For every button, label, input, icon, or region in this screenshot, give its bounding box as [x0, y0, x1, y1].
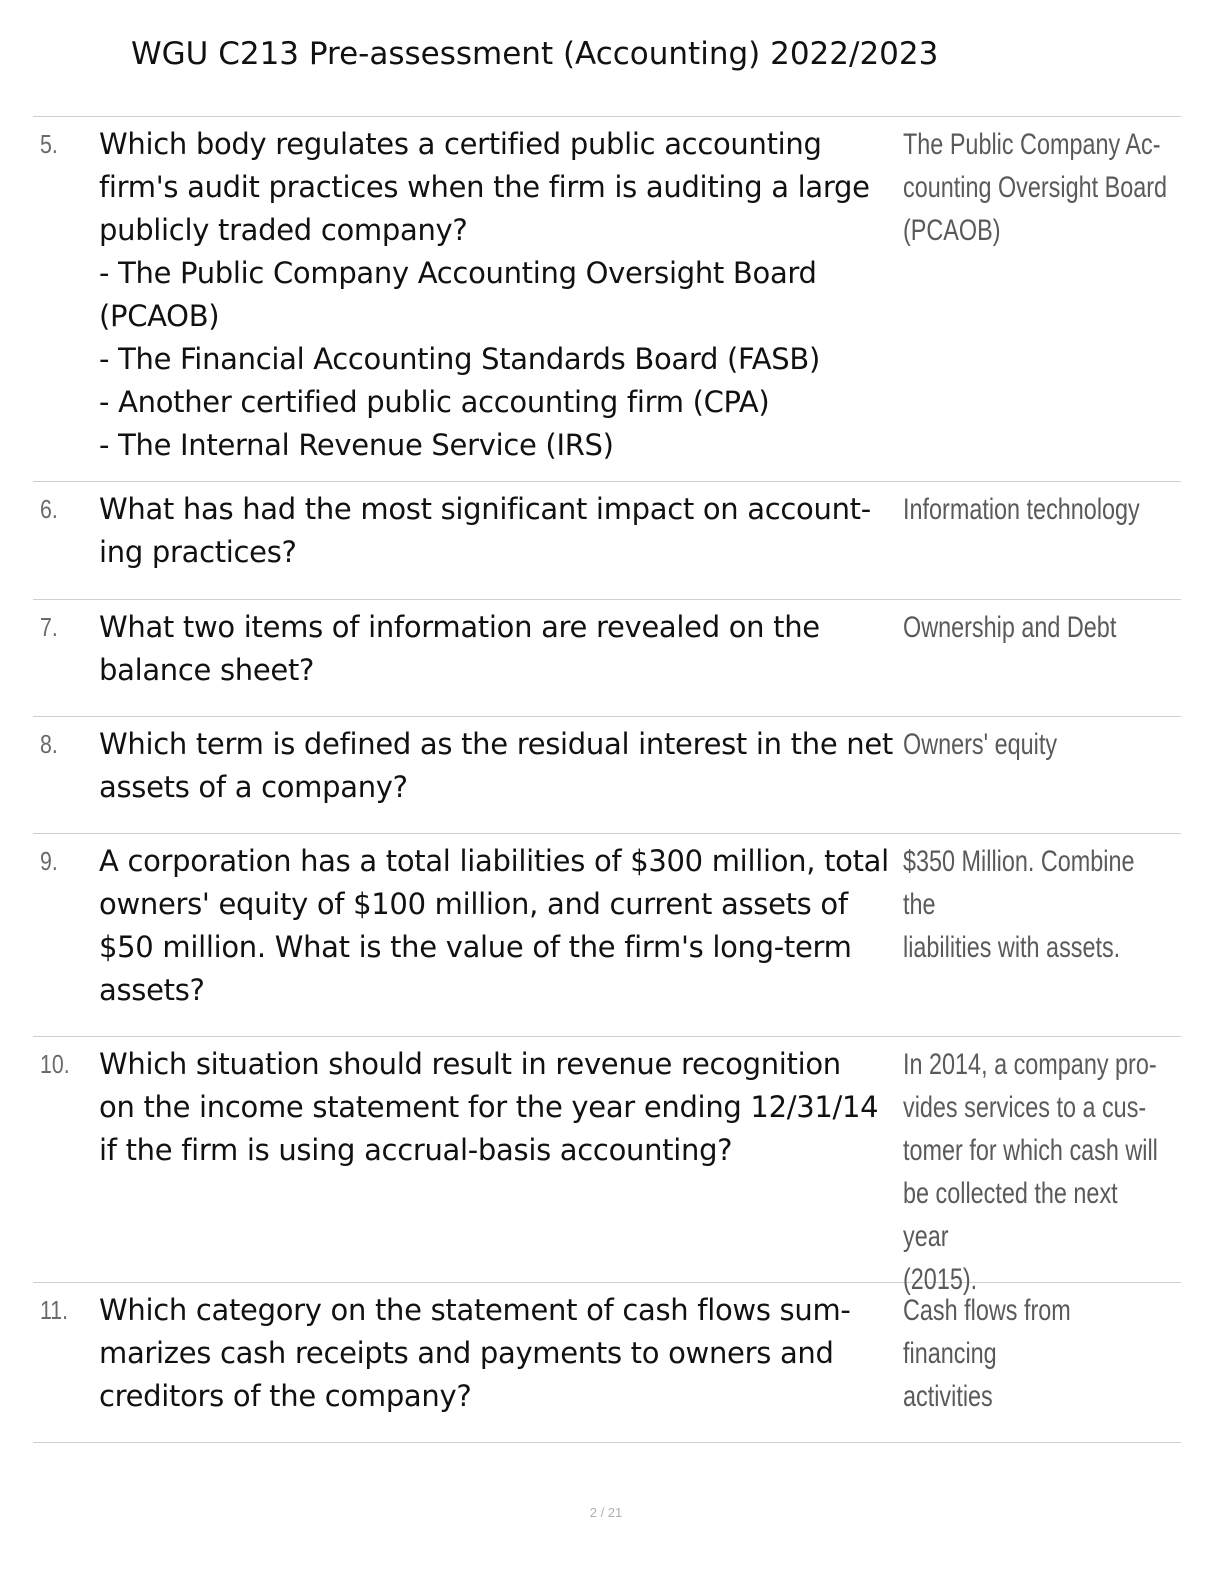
question-line: assets? [99, 973, 205, 1007]
question-line: Which category on the statement of cash flows sum- [99, 1293, 851, 1327]
answer-text [903, 723, 1168, 766]
answer-line: vides services to a cus- [903, 1091, 1147, 1124]
question-line: What two items of information are revealed on the [99, 610, 820, 644]
answer-option: - The Public Company Accounting Oversight Board (PCAOB) [99, 256, 817, 333]
qa-row [33, 1283, 1181, 1443]
question-number: 9. [40, 846, 58, 876]
question-number: 5. [40, 129, 58, 159]
question-line: balance sheet? [99, 653, 315, 687]
question-number: 11. [40, 1295, 69, 1325]
question-line: creditors of the company? [99, 1379, 472, 1413]
answer-line: Cash flows from financing [903, 1294, 1071, 1370]
qa-row [33, 1037, 1181, 1296]
answer-option: - Another certified public accounting firm (CPA) [99, 385, 770, 419]
question-line: if the firm is using accrual-basis accounting? [99, 1133, 733, 1167]
answer-line: In 2014, a company pro- [903, 1048, 1157, 1081]
question-text [99, 488, 899, 574]
answer-line: (PCAOB) [903, 214, 1001, 247]
page-indicator: 2 / 21 [589, 1505, 623, 1520]
question-line: Which term is defined as the residual interest in the net [99, 727, 893, 761]
question-line: owners' equity of $100 million, and current assets of [99, 887, 848, 921]
answer-line: (2015). [903, 1263, 978, 1296]
answer-line: The Public Company Ac- [903, 128, 1161, 161]
answer-option: - The Financial Accounting Standards Board (FASB) [99, 342, 820, 376]
answer-line: $350 Million. Combine the [903, 845, 1135, 921]
answer-line: liabilities with assets. [903, 931, 1121, 964]
answer-text [903, 1043, 1168, 1301]
answer-line: Ownership and Debt [903, 611, 1117, 644]
answer-line: activities [903, 1380, 993, 1413]
qa-row [33, 117, 1181, 482]
answer-line: Owners' equity [903, 728, 1058, 761]
answer-text [903, 606, 1168, 649]
answer-line: counting Oversight Board [903, 171, 1168, 204]
question-line: firm's audit practices when the firm is auditing a large [99, 170, 870, 204]
answer-text [903, 1289, 1168, 1418]
question-line: ing practices? [99, 535, 297, 569]
question-line: Which body regulates a certified public accounting [99, 127, 822, 161]
question-line: A corporation has a total liabilities of $300 million, total [99, 844, 889, 878]
question-line: Which situation should result in revenue recognition [99, 1047, 841, 1081]
question-answer-list [33, 116, 1181, 1443]
question-line: $50 million. What is the value of the firm's long-term [99, 930, 852, 964]
question-line: What has had the most significant impact on account- [99, 492, 871, 526]
answer-line: be collected the next year [903, 1177, 1118, 1253]
question-number: 8. [40, 729, 58, 759]
answer-option: - The Internal Revenue Service (IRS) [99, 428, 614, 462]
question-line: on the income statement for the year ending 12/31/14 [99, 1090, 879, 1124]
question-text [99, 123, 899, 467]
question-text [99, 606, 899, 692]
question-text [99, 1289, 899, 1418]
question-line: publicly traded company? [99, 213, 468, 247]
question-number: 10. [40, 1049, 70, 1079]
qa-row [33, 482, 1181, 600]
question-number: 7. [40, 612, 58, 642]
question-number: 6. [40, 494, 58, 524]
question-line: assets of a company? [99, 770, 408, 804]
qa-row [33, 717, 1181, 834]
qa-row [33, 834, 1181, 1037]
document-title: WGU C213 Pre-assessment (Accounting) 2022/2023 [131, 36, 939, 72]
answer-text [903, 488, 1168, 531]
question-text [99, 1043, 899, 1172]
answer-line: Information technology [903, 493, 1140, 526]
question-text [99, 723, 899, 809]
question-text [99, 840, 899, 1012]
question-line: marizes cash receipts and payments to owners and [99, 1336, 834, 1370]
answer-text [903, 840, 1168, 969]
qa-row [33, 600, 1181, 717]
answer-line: tomer for which cash will [903, 1134, 1158, 1167]
answer-text [903, 123, 1168, 252]
